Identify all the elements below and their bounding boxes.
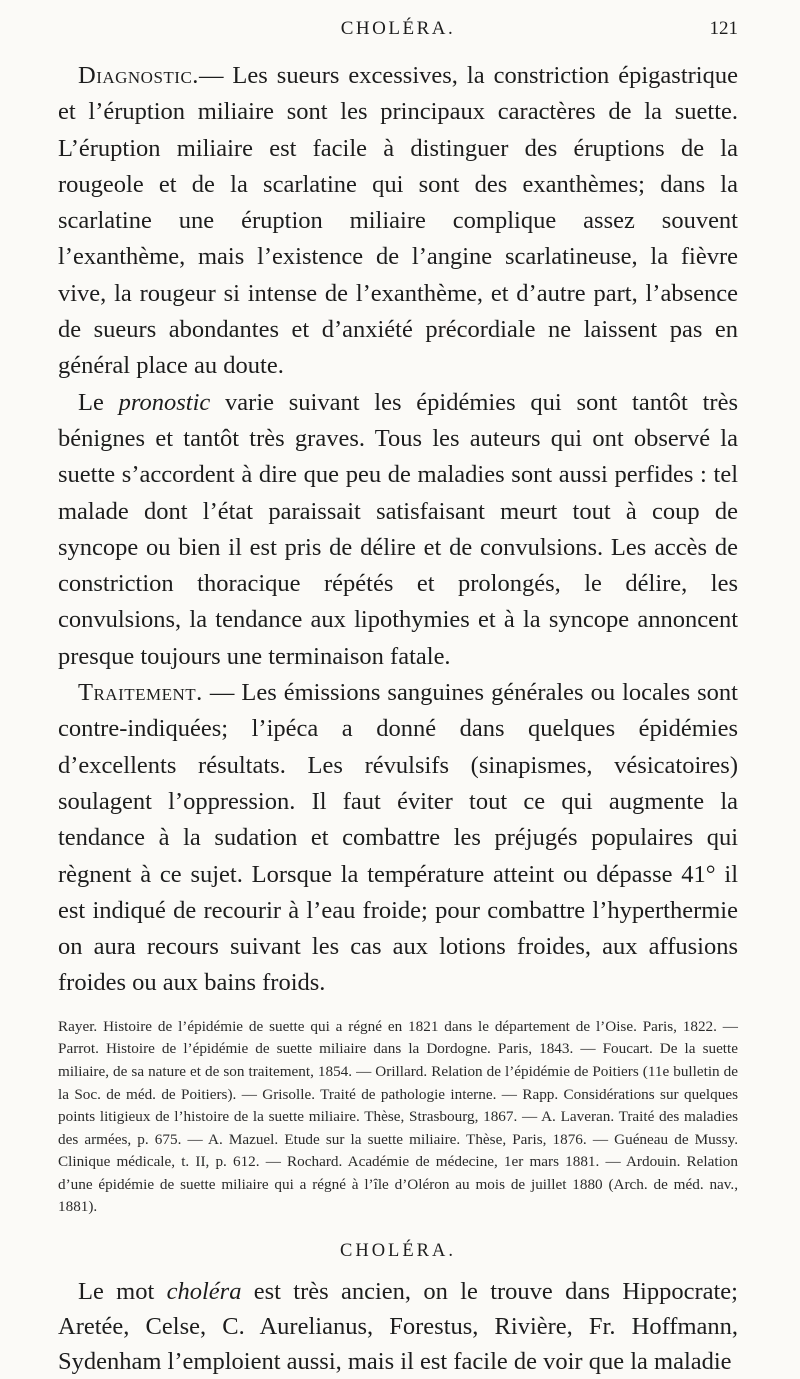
cholera-lead: Le mot xyxy=(78,1278,167,1306)
cholera-term: choléra xyxy=(166,1278,242,1306)
traitement-heading: Traitement. xyxy=(78,679,203,707)
running-head: CHOLÉRA. xyxy=(340,18,456,39)
cholera-body: est très ancien, on le trouve dans Hippocrate; Aretée, Celse, C. Aurelianus, Forestus, Rivière, Fr. Hoffmann, Sydenham l’emploient aussi, mais il est facile de voir que la maladie xyxy=(58,1278,738,1376)
main-text xyxy=(58,58,738,1002)
paragraph-cholera xyxy=(58,1274,738,1379)
pronostic-lead: Le xyxy=(78,388,119,416)
paragraph-diagnostic xyxy=(58,58,738,385)
diagnostic-text: — Les sueurs excessives, la constriction épigastrique et l’éruption miliaire sont les principaux caractères de la suette. L’éruption miliaire est facile à distinguer des éruptions de la rougeole et de la scarlatine qui sont des exanthèmes; dans la scarlatine une éruption miliaire complique assez souvent l’exanthème, mais l’existence de l’angine scarlatineuse, la fièvre vive, la rougeur si intense de l’exanthème, et d’autre part, l’absence de sueurs abondantes et d’anxiété précordiale ne laissent pas en général place au doute. xyxy=(58,62,738,380)
section-title-cholera: CHOLÉRA. xyxy=(340,1241,456,1262)
page-header xyxy=(58,18,738,58)
pronostic-term: pronostic xyxy=(118,388,211,416)
diagnostic-heading: Diagnostic. xyxy=(78,62,199,89)
traitement-text: — Les émissions sanguines générales ou locales sont contre-indiquées; l’ipéca a donné dans quelques épidémies d’excellents résultats. Les révulsifs (sinapismes, vésicatoires) soulagent l’oppression. Il faut éviter tout ce qui augmente la tendance à la sudation et combattre les préjugés populaires qui règnent à ce sujet. Lorsque la température atteint ou dépasse 41° il est indiqué de recourir à l’eau froide; pour combattre l’hyperthermie on aura recours suivant les cas aux lotions froides, aux affusions froides ou aux bains froids. xyxy=(58,679,738,997)
page-number: 121 xyxy=(709,18,738,39)
paragraph-pronostic xyxy=(58,385,738,675)
cholera-text xyxy=(58,1274,738,1379)
paragraph-traitement xyxy=(58,675,738,1002)
bibliography: Rayer. Histoire de l’épidémie de suette qui a régné en 1821 dans le département de l’Oise. Paris, 1822. — Parrot. Histoire de l’épidémie de suette miliaire dans la Dordogne. Paris, 1843. — Foucart. De la suette miliaire, de sa nature et de son traitement, 1854. — Orillard. Relation de l’épidémie de Poitiers (11e bulletin de la Soc. de méd. de Poitiers). — Grisolle. Traité de pathologie interne. — Rapp. Considérations sur quelques points litigieux de l’histoire de la suette miliaire. Thèse, Strasbourg, 1867. — A. Laveran. Traité des maladies des armées, p. 675. — A. Mazuel. Etude sur la suette miliaire. Thèse, Paris, 1876. — Guéneau de Mussy. Clinique médicale, t. II, p. 612. — Rochard. Académie de médecine, 1er mars 1881. — Ardouin. Relation d’une épidémie de suette miliaire qui a régné à l’île d’Oléron au mois de juillet 1880 (Arch. de méd. nav., 1881). xyxy=(58,1017,738,1216)
pronostic-text: varie suivant les épidémies qui sont tantôt très bénignes et tantôt très graves. Tous les auteurs qui ont observé la suette s’accordent à dire que peu de maladies sont aussi perfides : tel malade dont l’état paraissait satisfaisant meurt tout à coup de syncope ou bien il est pris de délire et de convulsions. Les accès de constriction thoracique répétés et prolongés, le délire, les convulsions, la tendance aux lipothymies et à la syncope annoncent presque toujours une terminaison fatale. xyxy=(58,388,738,670)
